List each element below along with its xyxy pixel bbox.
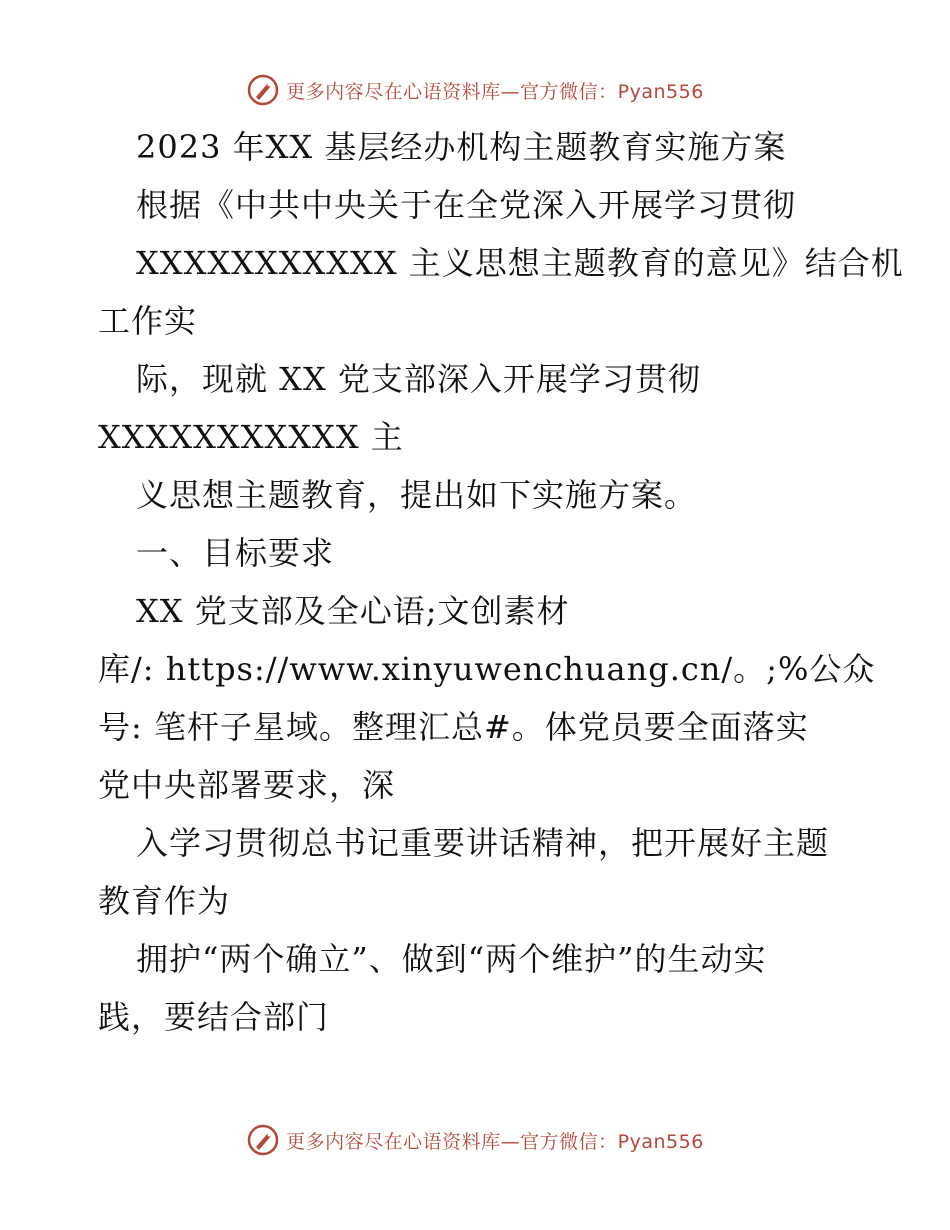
paragraph-line: 工作实	[98, 302, 198, 340]
header-watermark-text: 更多内容尽在心语资料库—官方微信：Pyan556	[286, 80, 704, 103]
paragraph-line: 教育作为	[98, 882, 231, 920]
paragraph-line: 号: 笔杆子星域。整理汇总#。体党员要全面落实	[98, 708, 809, 746]
paragraph-line: 义思想主题教育，提出如下实施方案。	[136, 476, 698, 514]
paragraph-line: 入学习贯彻总书记重要讲话精神，把开展好主题	[136, 824, 830, 862]
paragraph-line: 根据《中共中央关于在全党深入开展学习贯彻	[136, 186, 797, 224]
paragraph-line: 党中央部署要求，深	[98, 766, 396, 804]
footer-watermark-text: 更多内容尽在心语资料库—官方微信：Pyan556	[286, 1130, 704, 1153]
pen-nib-logo-icon	[246, 73, 280, 107]
header-watermark-banner	[0, 70, 950, 110]
paragraph-line: 拥护“两个确立”、做到“两个维护”的生动实	[136, 940, 767, 978]
paragraph-line: 际，现就 XX 党支部深入开展学习贯彻	[136, 360, 701, 398]
paragraph-line: 库/: https://www.xinyuwenchuang.cn/。;%公众	[98, 650, 876, 688]
paragraph-line: XX 党支部及全心语;文创素材	[136, 592, 570, 630]
document-body	[98, 118, 904, 1046]
document-title: 2023 年XX 基层经办机构主题教育实施方案	[136, 128, 787, 166]
paragraph-line: 践，要结合部门	[98, 998, 330, 1036]
footer-watermark-banner	[0, 1120, 950, 1160]
paragraph-line: XXXXXXXXXXX 主	[98, 418, 404, 456]
paragraph-line: XXXXXXXXXXX 主义思想主题教育的意见》结合机	[136, 244, 904, 282]
pen-nib-logo-icon	[246, 1123, 280, 1157]
section-heading: 一、目标要求	[136, 534, 335, 572]
